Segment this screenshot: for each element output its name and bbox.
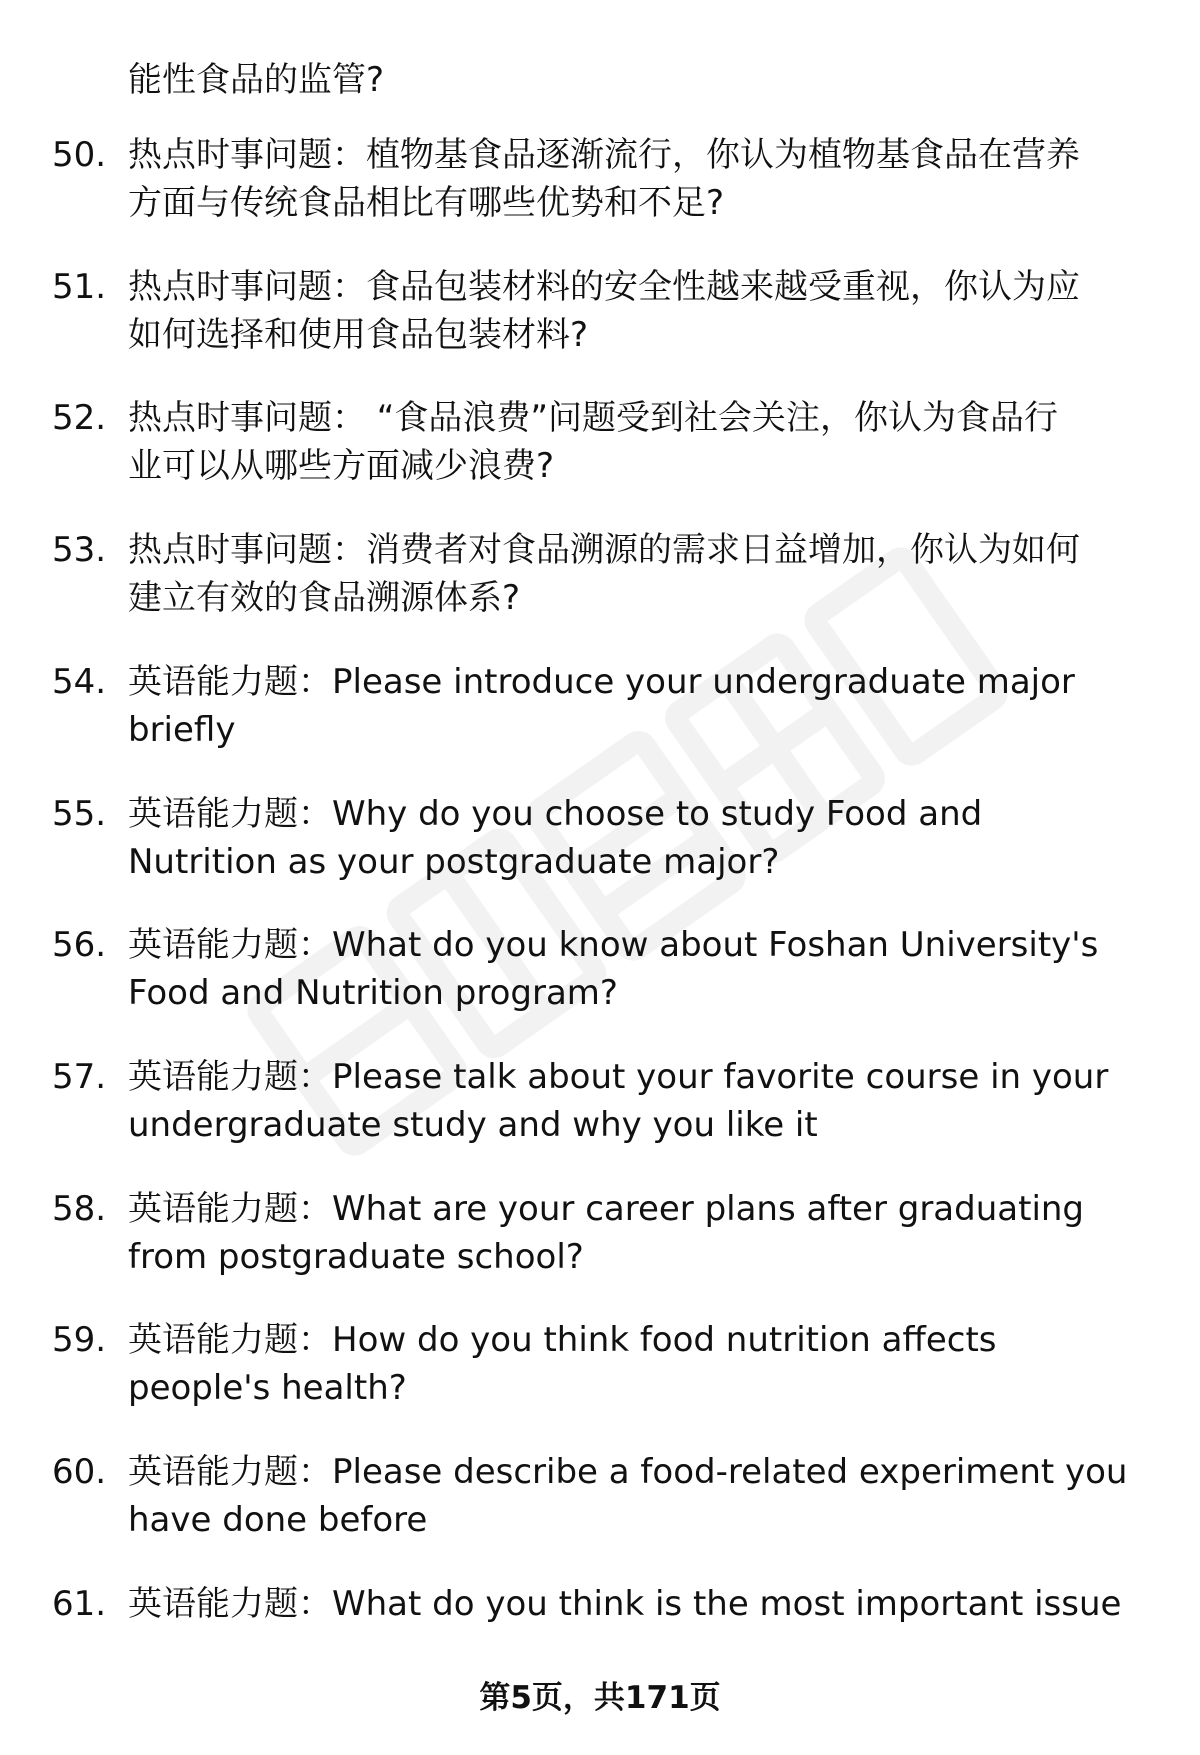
question-number: 56. (52, 925, 107, 965)
question-item (52, 1316, 1152, 1416)
question-text: 英语能力题：Please describe a food-related experiment you (128, 1452, 1128, 1492)
question-text: 英语能力题：How do you think food nutrition affects (128, 1320, 997, 1360)
question-text: 英语能力题：What are your career plans after graduating (128, 1189, 1085, 1229)
question-text: 热点时事问题： “食品浪费”问题受到社会关注，你认为食品行 (128, 398, 1059, 438)
question-number: 55. (52, 794, 107, 834)
question-number: 59. (52, 1320, 107, 1360)
question-text: 英语能力题：What do you think is the most important issue (128, 1584, 1122, 1624)
question-number: 57. (52, 1057, 107, 1097)
question-text: 业可以从哪些方面减少浪费? (128, 446, 555, 486)
question-item (52, 1448, 1152, 1548)
question-text: 建立有效的食品溯源体系? (128, 578, 521, 618)
question-text: 方面与传统食品相比有哪些优势和不足? (128, 183, 725, 223)
question-item (52, 921, 1152, 1021)
continuation-line: 能性食品的监管? (128, 60, 385, 100)
question-text: Nutrition as your postgraduate major? (128, 842, 780, 882)
question-text: 如何选择和使用食品包装材料? (128, 315, 589, 355)
question-item (52, 1053, 1152, 1153)
question-text: 英语能力题：Please introduce your undergraduate major (128, 662, 1075, 702)
question-text: undergraduate study and why you like it (128, 1105, 818, 1145)
question-item (52, 790, 1152, 890)
question-number: 54. (52, 662, 107, 702)
question-text: Food and Nutrition program? (128, 973, 618, 1013)
question-text: 英语能力题：What do you know about Foshan University's (128, 925, 1099, 965)
question-number: 61. (52, 1584, 107, 1624)
question-text: have done before (128, 1500, 428, 1540)
question-text: 热点时事问题：食品包装材料的安全性越来越受重视，你认为应 (128, 267, 1080, 307)
question-item (52, 131, 1152, 231)
question-text: 热点时事问题：消费者对食品溯源的需求日益增加，你认为如何 (128, 530, 1080, 570)
question-text: 英语能力题：Why do you choose to study Food and (128, 794, 983, 834)
question-item (52, 263, 1152, 363)
question-number: 58. (52, 1189, 107, 1229)
question-number: 53. (52, 530, 107, 570)
question-text: from postgraduate school? (128, 1237, 584, 1277)
question-text: people's health? (128, 1368, 407, 1408)
question-text: 热点时事问题：植物基食品逐渐流行，你认为植物基食品在营养 (128, 135, 1080, 175)
page-footer: 第5页，共171页 (479, 1680, 721, 1716)
question-number: 60. (52, 1452, 107, 1492)
question-number: 52. (52, 398, 107, 438)
question-item (52, 1580, 1152, 1630)
question-item (52, 658, 1152, 758)
question-item (52, 526, 1152, 626)
question-item (52, 1185, 1152, 1285)
question-item (52, 394, 1152, 494)
question-number: 51. (52, 267, 107, 307)
question-number: 50. (52, 135, 107, 175)
question-text: briefly (128, 710, 236, 750)
question-text: 英语能力题：Please talk about your favorite course in your (128, 1057, 1109, 1097)
